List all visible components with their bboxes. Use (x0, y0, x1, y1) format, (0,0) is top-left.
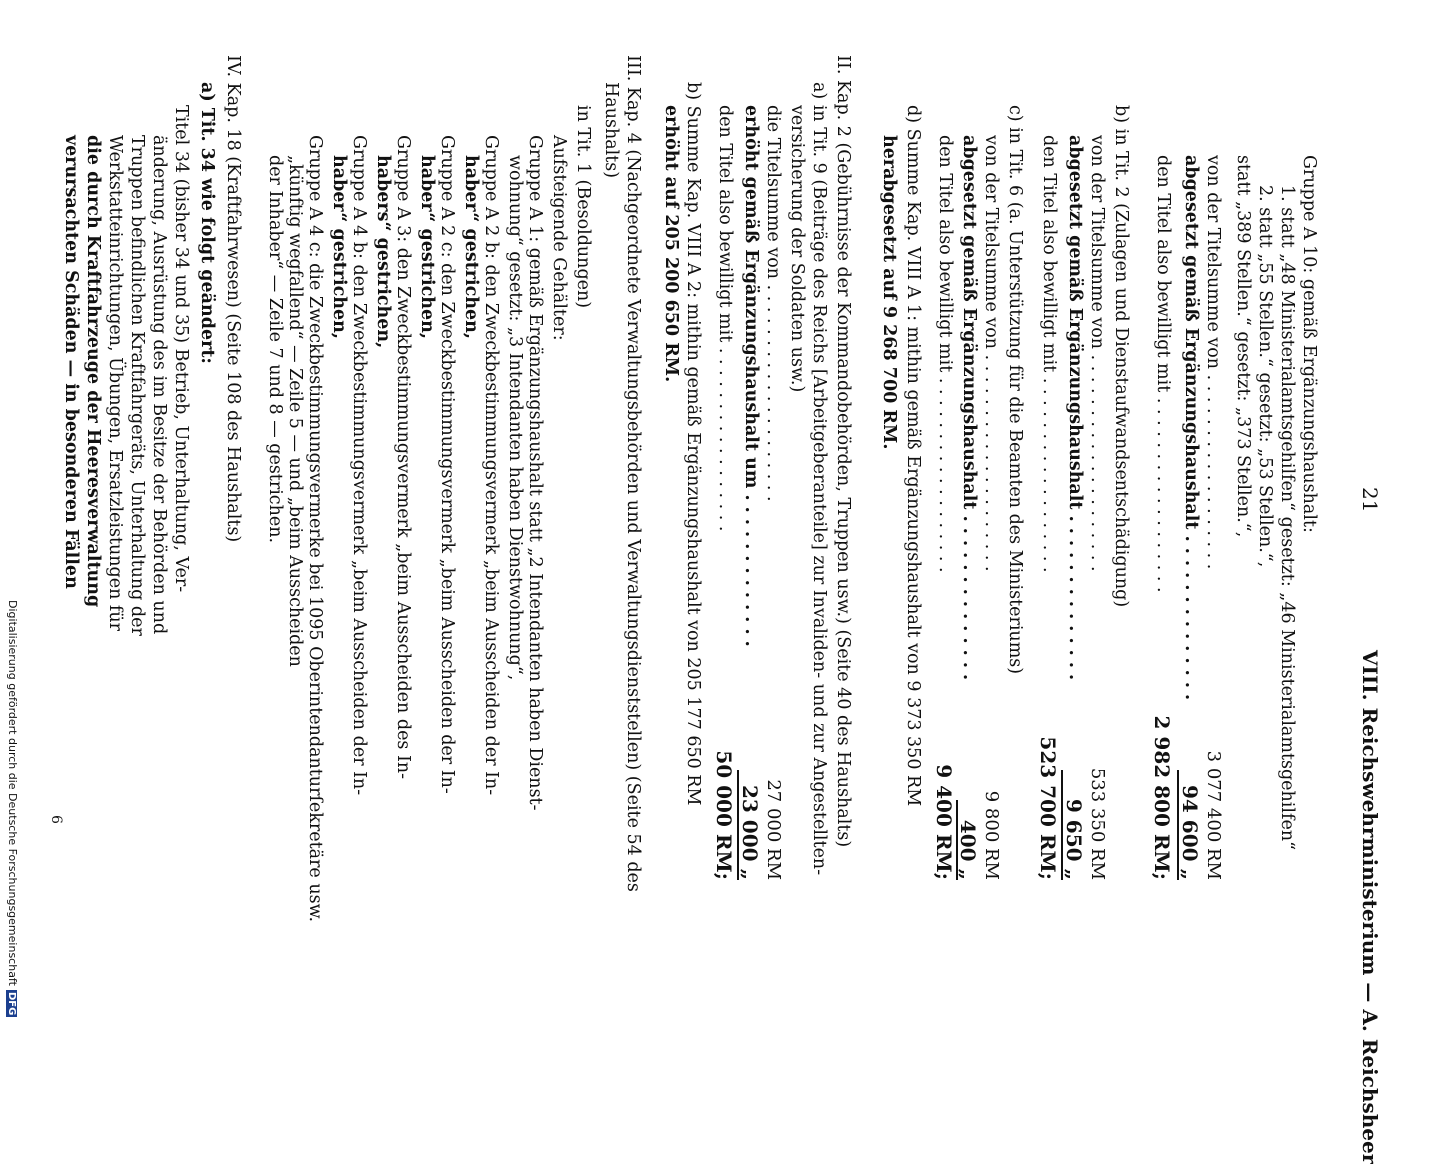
signature-mark: 6 (48, 815, 64, 824)
amount: 2 982 800 RM; (1150, 715, 1174, 880)
sum-rule (1061, 770, 1063, 880)
text-line: haber“ gestrichen, (329, 155, 349, 339)
section-heading: III. Kap. 4 (Nachgeordnete Verwaltungsbehörden und Verwaltungsdienststellen) (Seite 54 des (623, 55, 643, 892)
text-line: den Titel also bewilligt mit . . . . . . . . . . . . . . . . . . (935, 135, 955, 573)
text-line: a) Tit. 34 wie folgt geändert: (197, 82, 217, 364)
amount: 9 650 „ (1062, 798, 1086, 880)
text-line: abgesetzt gemäß Ergänzungshaushalt . . . . . . . . . . . . . . (1065, 135, 1085, 681)
text-line: herabgesetzt auf 9 268 700 RM. (879, 135, 899, 450)
text-line: statt „389 Stellen.“ gesetzt: „373 Stellen.“, (1233, 155, 1253, 538)
text-line: a) in Tit. 9 (Beiträge des Reichs [Arbeitgeberanteile] zur Invaliden- und zur Angestellten- (809, 82, 829, 876)
text-line: Haushalts) (601, 82, 621, 179)
text-line: Gruppe A 2 c: den Zweckbestimmungsvermerk „beim Ausscheiden der In- (437, 135, 457, 794)
credit-text: Digitalisierung gefördert durch die Deutsche Forschungsgemeinschaft (6, 600, 19, 986)
text-line: änderung, Ausrüstung des im Besitze der Behörden und (149, 135, 169, 635)
digitization-credit (6, 600, 19, 1017)
text-line: b) in Tit. 2 (Zulagen und Dienstaufwandsentschädigung) (1111, 105, 1131, 608)
text-line: haber“ gestrichen, (417, 155, 437, 339)
sum-rule (737, 770, 739, 880)
text-line: versicherung der Soldaten usw.) (787, 105, 807, 393)
text-line: von der Titelsumme von . . . . . . . . . . . . . . . . . . . . (1087, 135, 1107, 572)
text-line: in Tit. 1 (Besoldungen) (573, 105, 593, 309)
amount: 9 800 RM (981, 790, 1002, 880)
text-line: die durch Kraftfahrzeuge der Heeresverwaltung (83, 135, 103, 608)
text-line: abgesetzt gemäß Ergänzungshaushalt . . . . . . . . . . . . . . (959, 135, 979, 681)
text-line: Truppen befindlichen Kraftfahrgeräts, Unterhaltung der (127, 135, 147, 636)
text-line: 2. statt „55 Stellen.“ gesetzt: „53 Stellen.“, (1255, 185, 1275, 568)
text-line: Titel 34 (bisher 34 und 35) Betrieb, Unterhaltung, Ver- (171, 105, 191, 593)
text-line: erhöht auf 205 200 650 RM. (661, 105, 681, 383)
amount: 23 000 „ (738, 784, 762, 880)
running-title: VIII. Reichswehrministerium — A. Reichsheer (1358, 650, 1382, 1164)
text-line: „künftig wegfallend“ — Zeile 5 — und „beim Ausscheiden (285, 155, 305, 667)
text-line: Gruppe A 4 c: die Zweckbestimmungsvermerke bei 1095 Oberintendanturſekretäre usw. (305, 135, 325, 923)
text-line: erhöht gemäß Ergänzungshaushalt um . . . . . . . . . . . . . (741, 105, 761, 647)
text-line: Gruppe A 3: den Zweckbestimmungsvermerk „beim Ausscheiden des In- (393, 135, 413, 780)
text-line: 1. statt „48 Ministerialamtsgehilfen“ gesetzt: „46 Ministerialamtsgehilfen“ (1277, 185, 1297, 851)
amount: 400 „ (956, 819, 980, 880)
text-line: b) Summe Kap. VIII A 2: mithin gemäß Ergänzungshaushalt von 205 177 650 RM (683, 82, 703, 806)
text-line: den Titel also bewilligt mit . . . . . . . . . . . . . . . . . . (1039, 135, 1059, 573)
dfg-logo: DFG (6, 991, 17, 1016)
amount: 50 000 RM; (712, 750, 736, 880)
text-line: Gruppe A 4 b: den Zweckbestimmungsvermerk „beim Ausscheiden der In- (349, 135, 369, 796)
text-line: haber“ gestrichen, (461, 155, 481, 339)
amount: 9 400 RM; (932, 764, 956, 880)
text-line: d) Summe Kap. VIII A 1: mithin gemäß Ergänzungshaushalt von 9 373 350 RM (903, 105, 923, 807)
page-number: 21 (1358, 487, 1382, 513)
section-heading: IV. Kap. 18 (Kraftfahrwesen) (Seite 108 des Haushalts) (223, 55, 243, 543)
text-line: von der Titelsumme von . . . . . . . . . . . . . . . . . . . . (981, 135, 1001, 572)
section-heading: II. Kap. 2 (Gebührnisse der Kommandobehörden, Truppen usw.) (Seite 40 des Haushalts) (833, 55, 853, 848)
text-line: Gruppe A 10: gemäß Ergänzungshaushalt: (1299, 155, 1319, 533)
text-line: den Titel also bewilligt mit . . . . . . . . . . . . . . . . . (715, 105, 735, 532)
text-line: Gruppe A 2 b: den Zweckbestimmungsvermerk „beim Ausscheiden der In- (481, 135, 501, 796)
text-line: von der Titelsumme von . . . . . . . . . . . . . . . . . . (1203, 155, 1223, 570)
text-line: den Titel also bewilligt mit . . . . . . . . . . . . . . . . . . (1153, 155, 1173, 593)
sum-rule (956, 800, 958, 880)
amount: 27 000 RM (763, 779, 784, 880)
amount: 94 600 „ (1178, 784, 1202, 880)
text-line: die Titelsumme von . . . . . . . . . . . . . . . . . . . . (763, 105, 783, 502)
amount: 523 700 RM; (1036, 736, 1060, 880)
text-line: Werkstatteinrichtungen, Übungen, Ersatzleistungen für (105, 135, 125, 632)
sum-rule (1177, 770, 1179, 880)
text-line: Gruppe A 1: gemäß Ergänzungshaushalt statt „2 Intendanten haben Dienst- (525, 135, 545, 811)
amount: 533 350 RM (1087, 767, 1108, 880)
text-line: Aufsteigende Gehälter: (549, 135, 569, 341)
text-line: abgesetzt gemäß Ergänzungshaushalt . . . . . . . . . . . . . . (1181, 155, 1201, 701)
amount: 3 077 400 RM (1203, 750, 1224, 880)
text-line: habers“ gestrichen, (373, 155, 393, 349)
text-line: wohnung“ gesetzt: „3 Intendanten haben Dienstwohnung“, (505, 155, 525, 681)
text-line: c) in Tit. 6 (a. Unterstützung für die Beamten des Ministeriums) (1005, 105, 1025, 675)
text-line: verursachten Schäden — in besonderen Fällen (61, 135, 81, 589)
text-line: der Inhaber“ — Zeile 7 und 8 — gestrichen. (265, 155, 285, 544)
